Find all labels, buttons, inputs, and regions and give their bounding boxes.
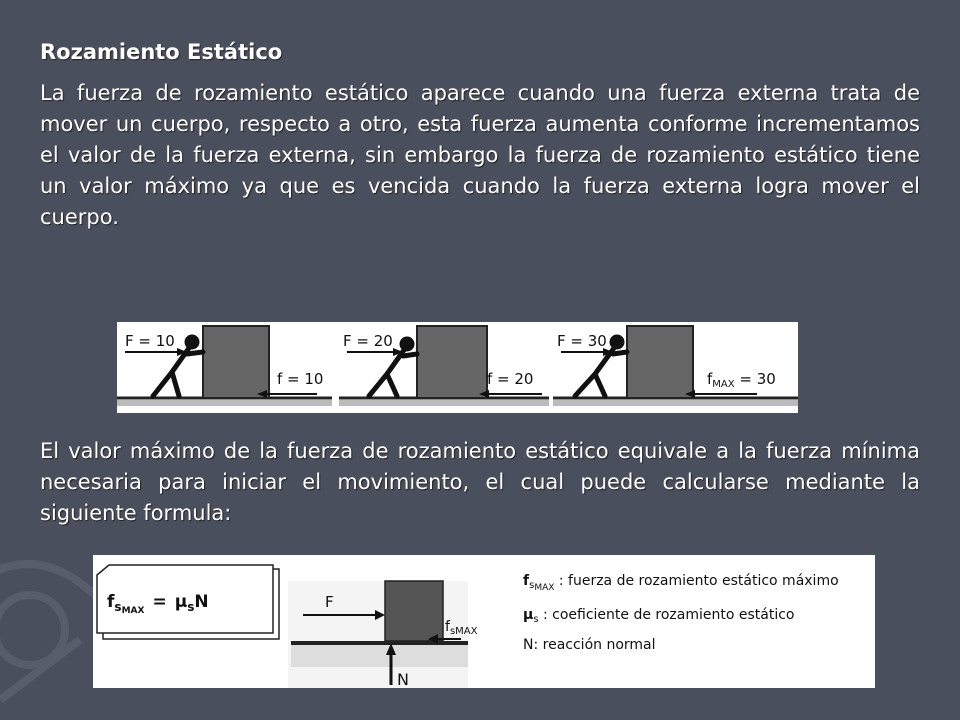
friction-label-3: $f_{MAX} = 30$ [707, 370, 776, 390]
formula-intro-paragraph: El valor máximo de la fuerza de rozamiento estático equivale a la fuerza mínima necesaria para iniciar el movimiento, el cual puede calcularse mediante la siguiente formula: [40, 439, 920, 525]
pushing-block-figure [117, 322, 798, 413]
symbol-legend [523, 573, 839, 653]
block-force-diagram [288, 581, 478, 688]
friction-max-label: $f_sMAX$ [445, 619, 478, 637]
applied-force-label-3: F = 30 [557, 332, 607, 350]
applied-force-label-2: F = 20 [343, 332, 393, 350]
panel-2 [339, 326, 549, 406]
formula-figure [93, 555, 875, 688]
friction-label-1: f = 10 [277, 370, 324, 388]
panel-1 [117, 326, 332, 406]
static-friction-formula: $f_sMAX = \mu_sN$ [107, 592, 209, 616]
force-label: F [325, 593, 334, 611]
formula-box [97, 565, 279, 639]
applied-force-label-1: F = 10 [125, 332, 175, 350]
legend-normal: N: reacción normal [523, 637, 656, 653]
legend-coefficient: $\mu_s$ : coeficiente de rozamiento estático [523, 607, 795, 625]
panel-3 [553, 326, 798, 406]
friction-label-2: f = 20 [487, 370, 534, 388]
normal-label: N [397, 670, 409, 688]
slide-title: Rozamiento Estático [40, 40, 283, 64]
intro-paragraph: La fuerza de rozamiento estático aparece cuando una fuerza externa trata de mover un cuerpo, respecto a otro, esta fuerza aumenta conforme incrementamos el valor de la fuerza externa, sin embargo la fuerza de rozamiento estático tiene un valor máximo ya que es vencida cuando la fuerza externa logra mover el cuerpo. [40, 81, 920, 229]
legend-friction: $f_sMAX$ : fuerza de rozamiento estático máximo [523, 573, 839, 593]
